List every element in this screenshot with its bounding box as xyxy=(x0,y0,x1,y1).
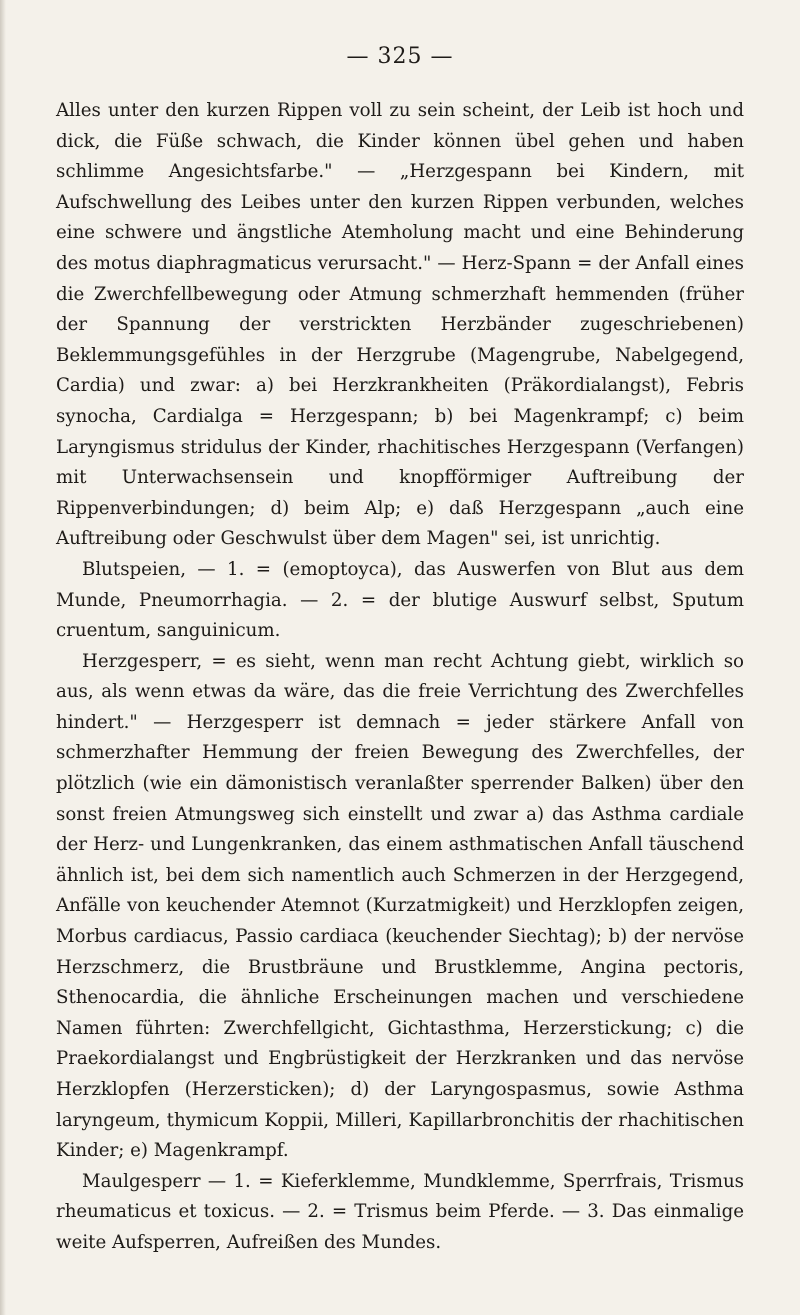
paragraph-blutspeien: Blutspeien, — 1. = (emoptoyca), das Auswerfen von Blut aus dem Munde, Pneumorrhagia. — 2. = der blutige Auswurf selbst, Sputum cruentum, sanguinicum. xyxy=(56,558,744,642)
body-text xyxy=(56,96,744,1259)
page-edge-shadow xyxy=(0,0,6,1315)
page-number: — 325 — xyxy=(346,44,454,69)
paragraph-maulgesperr: Maulgesperr — 1. = Kieferklemme, Mundklemme, Sperrfrais, Trismus rheumaticus et toxicus. — 2. = Trismus beim Pferde. — 3. Das einmalige weite Aufsperren, Aufreißen des Mundes. xyxy=(56,1170,744,1253)
paragraph-herzgesperr: Herzgesperr, = es sieht, wenn man recht Achtung giebt, wirklich so aus, als wenn etwas da wäre, das die freie Verrichtung des Zwerchfelles hindert." — Herzgesperr ist demnach = jeder stärkere Anfall von schmerzhafter Hemmung der freien Bewegung des Zwerchfelles, der plötzlich (wie ein dämonistisch veranlaßter sperrender Balken) über den sonst freien Atmungsweg sich einstellt und zwar a) das Asthma cardiale der Herz- und Lungenkranken, das einem asthmatischen Anfall täuschend ähnlich ist, bei dem sich namentlich auch Schmerzen in der Herzgegend, Anfälle von keuchender Atemnot (Kurzatmigkeit) und Herzklopfen zeigen, Morbus cardiacus, Passio cardiaca (keuchender Siechtag); b) der nervöse Herzschmerz, die Brustbräune und Brustklemme, Angina pectoris, Sthenocardia, die ähnliche Erscheinungen machen und verschiedene Namen führten: Zwerchfellgicht, Gichtasthma, Herzerstickung; c) die Praekordialangst und Engbrüstigkeit der Herzkranken und das nervöse Herzklopfen (Herzersticken); d) der Laryngospasmus, sowie Asthma laryngeum, thymicum Koppii, Milleri, Kapillarbronchitis der rhachitischen Kinder; e) Magenkrampf. xyxy=(56,650,744,1162)
paragraph-herzgespann-continued: Alles unter den kurzen Rippen voll zu sein scheint, der Leib ist hoch und dick, die Füße schwach, die Kinder können übel gehen und haben schlimme Angesichtsfarbe." — „Herzgespann bei Kindern, mit Aufschwellung des Leibes unter den kurzen Rippen verbunden, welches eine schwere und ängstliche Atemholung macht und eine Behinderung des motus diaphragmaticus verursacht." — Herz-Spann = der Anfall eines die Zwerchfellbewegung oder Atmung schmerzhaft hemmenden (früher der Spannung der verstrickten Herzbänder zugeschriebenen) Beklemmungsgefühles in der Herzgrube (Magengrube, Nabelgegend, Cardia) und zwar: a) bei Herzkrankheiten (Präkordialangst), Febris synocha, Cardialga = Herzgespann; b) bei Magenkrampf; c) beim Laryngismus stridulus der Kinder, rhachitisches Herzgespann (Verfangen) mit Unterwachsensein und knopfförmiger Auftreibung der Rippenverbindungen; d) beim Alp; e) daß Herzgespann „auch eine Auftreibung oder Geschwulst über dem Magen" sei, ist unrichtig. xyxy=(56,100,744,550)
